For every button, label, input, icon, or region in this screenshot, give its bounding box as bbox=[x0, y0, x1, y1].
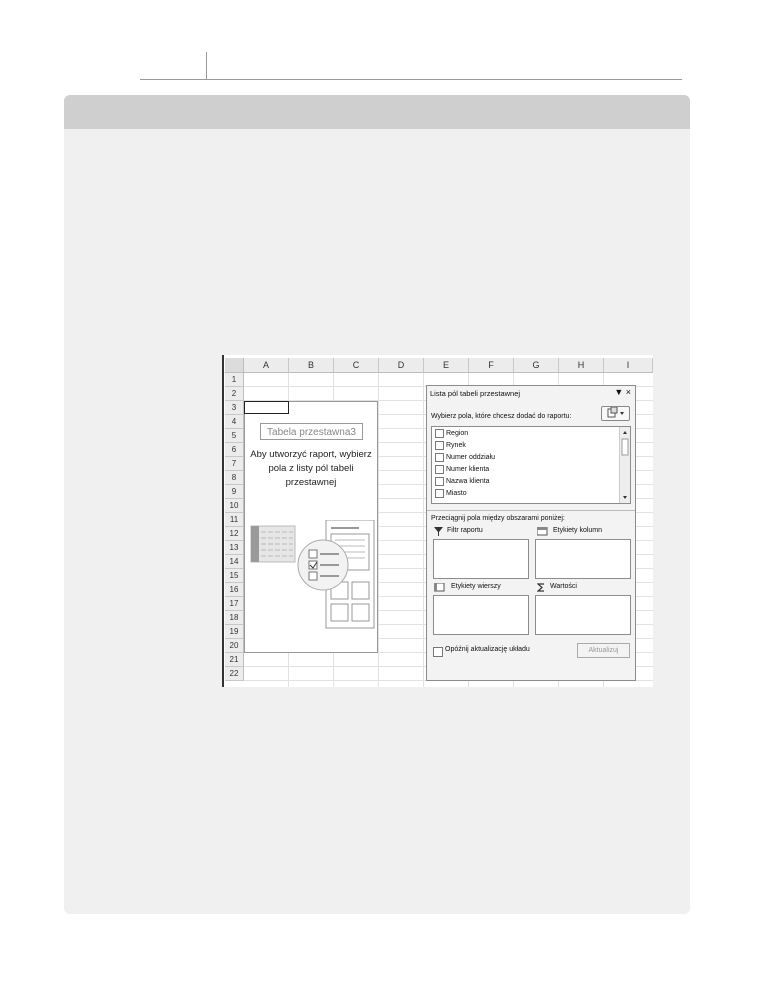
field-checkbox[interactable] bbox=[435, 465, 444, 474]
row-header-12[interactable]: 12 bbox=[225, 527, 244, 541]
column-header-b[interactable]: B bbox=[289, 358, 334, 373]
field-checkbox[interactable] bbox=[435, 477, 444, 486]
gridline-vertical bbox=[378, 373, 379, 687]
row-header-13[interactable]: 13 bbox=[225, 541, 244, 555]
pivot-field-list-pane bbox=[426, 385, 636, 681]
field-list-separator bbox=[427, 510, 635, 511]
column-labels-label: Etykiety kolumn bbox=[553, 527, 603, 534]
column-header-f[interactable]: F bbox=[469, 358, 514, 373]
field-list-box bbox=[431, 426, 631, 504]
column-header-c[interactable]: C bbox=[334, 358, 379, 373]
field-label: Numer klienta bbox=[446, 466, 490, 473]
field-checkbox[interactable] bbox=[435, 453, 444, 462]
field-item-region[interactable] bbox=[435, 428, 468, 440]
field-checkbox[interactable] bbox=[435, 429, 444, 438]
choose-fields-label: Wybierz pola, które chcesz dodać do raportu: bbox=[431, 413, 572, 420]
select-all-corner[interactable] bbox=[225, 358, 244, 373]
page-header-rule bbox=[140, 79, 682, 80]
row-header-14[interactable]: 14 bbox=[225, 555, 244, 569]
report-filter-drop-zone[interactable] bbox=[433, 539, 529, 579]
row-labels-drop-zone[interactable] bbox=[433, 595, 529, 635]
column-labels-icon bbox=[537, 527, 548, 536]
row-header-18[interactable]: 18 bbox=[225, 611, 244, 625]
column-header-h[interactable]: H bbox=[559, 358, 604, 373]
row-labels-icon bbox=[434, 583, 445, 592]
update-button[interactable]: Aktualizuj bbox=[577, 643, 630, 658]
defer-update-checkbox[interactable] bbox=[433, 647, 443, 657]
layout-options-button[interactable] bbox=[601, 406, 630, 421]
column-header-a[interactable]: A bbox=[244, 358, 289, 373]
row-header-7[interactable]: 7 bbox=[225, 457, 244, 471]
row-labels-label: Etykiety wierszy bbox=[451, 583, 501, 590]
gridline-vertical bbox=[423, 373, 424, 687]
column-labels-drop-zone[interactable] bbox=[535, 539, 631, 579]
field-checkbox[interactable] bbox=[435, 441, 444, 450]
field-list-title: Lista pól tabeli przestawnej bbox=[430, 389, 521, 398]
field-item-numer-oddzialu[interactable] bbox=[435, 452, 495, 464]
row-header-17[interactable]: 17 bbox=[225, 597, 244, 611]
sigma-icon bbox=[537, 583, 546, 592]
row-header-15[interactable]: 15 bbox=[225, 569, 244, 583]
field-label: Miasto bbox=[446, 490, 467, 497]
field-item-rynek[interactable] bbox=[435, 440, 466, 452]
pivot-instructions-line-3: przestawnej bbox=[285, 477, 337, 488]
row-header-16[interactable]: 16 bbox=[225, 583, 244, 597]
field-label: Rynek bbox=[446, 442, 466, 449]
field-checkbox[interactable] bbox=[435, 489, 444, 498]
pivot-instructions-line-2: pola z listy pól tabeli bbox=[268, 463, 354, 474]
layout-options-icon bbox=[606, 407, 626, 419]
row-header-8[interactable]: 8 bbox=[225, 471, 244, 485]
row-header-9[interactable]: 9 bbox=[225, 485, 244, 499]
row-header-11[interactable]: 11 bbox=[225, 513, 244, 527]
pivot-instructions bbox=[247, 448, 375, 490]
row-header-22[interactable]: 22 bbox=[225, 667, 244, 681]
row-header-10[interactable]: 10 bbox=[225, 499, 244, 513]
panel-header-bar bbox=[64, 95, 690, 129]
column-header-d[interactable]: D bbox=[379, 358, 424, 373]
column-header-e[interactable]: E bbox=[424, 358, 469, 373]
values-label: Wartości bbox=[550, 583, 577, 590]
row-header-6[interactable]: 6 bbox=[225, 443, 244, 457]
field-item-numer-klienta[interactable] bbox=[435, 464, 489, 476]
field-item-miasto[interactable] bbox=[435, 488, 467, 500]
row-header-21[interactable]: 21 bbox=[225, 653, 244, 667]
field-label: Region bbox=[446, 430, 469, 437]
field-label: Nazwa klienta bbox=[446, 478, 490, 485]
row-header-20[interactable]: 20 bbox=[225, 639, 244, 653]
column-header-i[interactable]: I bbox=[604, 358, 653, 373]
active-cell-a3[interactable] bbox=[244, 401, 289, 414]
pivot-table-name: Tabela przestawna3 bbox=[260, 423, 363, 440]
field-label: Numer oddziału bbox=[446, 454, 496, 461]
pivot-table-placeholder[interactable] bbox=[244, 401, 378, 653]
defer-update-label: Opóźnij aktualizację układu bbox=[445, 646, 530, 653]
field-list-window-controls[interactable]: ▼ × bbox=[614, 387, 631, 397]
row-header-4[interactable]: 4 bbox=[225, 415, 244, 429]
pivot-illustration-icon bbox=[249, 520, 375, 648]
pivot-instructions-line-1: Aby utworzyć raport, wybierz bbox=[250, 449, 372, 460]
filter-icon bbox=[434, 527, 444, 536]
row-header-2[interactable]: 2 bbox=[225, 387, 244, 401]
screenshot-left-border bbox=[222, 355, 224, 687]
field-item-nazwa-klienta[interactable] bbox=[435, 476, 490, 488]
page-vertical-tick bbox=[206, 52, 207, 80]
values-drop-zone[interactable] bbox=[535, 595, 631, 635]
column-header-g[interactable]: G bbox=[514, 358, 559, 373]
row-header-1[interactable]: 1 bbox=[225, 373, 244, 387]
drag-fields-label: Przeciągnij pola między obszarami poniżej: bbox=[431, 515, 565, 522]
excel-screenshot bbox=[222, 355, 653, 687]
scrollbar-arrows-icon bbox=[620, 427, 630, 503]
row-header-5[interactable]: 5 bbox=[225, 429, 244, 443]
report-filter-label: Filtr raportu bbox=[447, 527, 483, 534]
row-header-19[interactable]: 19 bbox=[225, 625, 244, 639]
row-header-3[interactable]: 3 bbox=[225, 401, 244, 415]
field-list-scrollbar[interactable] bbox=[619, 427, 630, 503]
